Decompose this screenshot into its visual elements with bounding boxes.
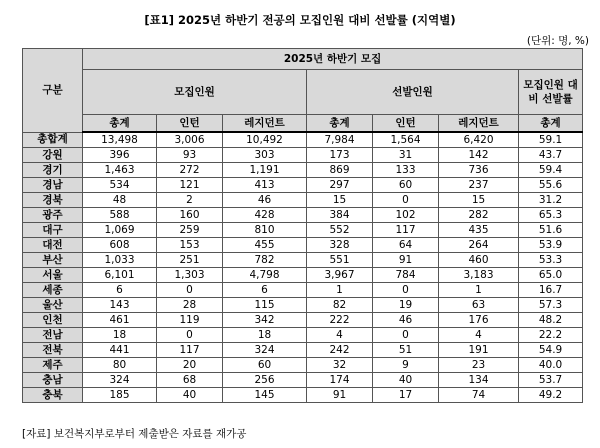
region-cell: 충북 xyxy=(23,388,83,403)
table-row xyxy=(23,313,583,328)
value-cell: 6,101 xyxy=(83,268,157,283)
value-cell: 242 xyxy=(307,343,373,358)
value-cell: 782 xyxy=(223,253,307,268)
subheader-cell: 총계 xyxy=(519,115,583,133)
value-cell: 176 xyxy=(439,313,519,328)
header-group: 2025년 하반기 모집 xyxy=(83,49,583,70)
value-cell: 145 xyxy=(223,388,307,403)
value-cell: 7,984 xyxy=(307,132,373,148)
value-cell: 15 xyxy=(307,193,373,208)
recruitment-table xyxy=(22,48,583,403)
value-cell: 15 xyxy=(439,193,519,208)
value-cell: 117 xyxy=(373,223,439,238)
value-cell: 57.3 xyxy=(519,298,583,313)
value-cell: 48 xyxy=(83,193,157,208)
value-cell: 49.2 xyxy=(519,388,583,403)
value-cell: 22.2 xyxy=(519,328,583,343)
value-cell: 119 xyxy=(157,313,223,328)
region-cell: 서울 xyxy=(23,268,83,283)
region-cell: 제주 xyxy=(23,358,83,373)
value-cell: 396 xyxy=(83,148,157,163)
region-cell: 강원 xyxy=(23,148,83,163)
value-cell: 552 xyxy=(307,223,373,238)
value-cell: 117 xyxy=(157,343,223,358)
region-cell: 전남 xyxy=(23,328,83,343)
table-row xyxy=(23,208,583,223)
value-cell: 0 xyxy=(157,283,223,298)
value-cell: 384 xyxy=(307,208,373,223)
value-cell: 324 xyxy=(223,343,307,358)
value-cell: 23 xyxy=(439,358,519,373)
source-note: [자료] 보건복지부로부터 제출받은 자료를 재가공 xyxy=(22,428,247,440)
region-cell: 인천 xyxy=(23,313,83,328)
table-body xyxy=(23,132,583,403)
value-cell: 51 xyxy=(373,343,439,358)
value-cell: 259 xyxy=(157,223,223,238)
header-category: 구분 xyxy=(23,49,83,133)
subheader-cell: 레지던트 xyxy=(439,115,519,133)
header-recruit: 모집인원 xyxy=(83,70,307,115)
value-cell: 272 xyxy=(157,163,223,178)
value-cell: 74 xyxy=(439,388,519,403)
value-cell: 102 xyxy=(373,208,439,223)
region-cell: 경북 xyxy=(23,193,83,208)
value-cell: 303 xyxy=(223,148,307,163)
value-cell: 93 xyxy=(157,148,223,163)
value-cell: 534 xyxy=(83,178,157,193)
value-cell: 63 xyxy=(439,298,519,313)
value-cell: 9 xyxy=(373,358,439,373)
value-cell: 4 xyxy=(307,328,373,343)
value-cell: 153 xyxy=(157,238,223,253)
table-row xyxy=(23,163,583,178)
value-cell: 53.9 xyxy=(519,238,583,253)
value-cell: 59.4 xyxy=(519,163,583,178)
value-cell: 3,006 xyxy=(157,132,223,148)
value-cell: 18 xyxy=(223,328,307,343)
region-cell: 충남 xyxy=(23,373,83,388)
value-cell: 1,303 xyxy=(157,268,223,283)
table-row xyxy=(23,358,583,373)
region-cell: 부산 xyxy=(23,253,83,268)
region-cell: 세종 xyxy=(23,283,83,298)
value-cell: 810 xyxy=(223,223,307,238)
value-cell: 413 xyxy=(223,178,307,193)
value-cell: 784 xyxy=(373,268,439,283)
value-cell: 461 xyxy=(83,313,157,328)
header-rate: 모집인원 대비 선발률 xyxy=(519,70,583,115)
header-selected: 선발인원 xyxy=(307,70,519,115)
value-cell: 115 xyxy=(223,298,307,313)
value-cell: 0 xyxy=(373,328,439,343)
region-cell: 광주 xyxy=(23,208,83,223)
value-cell: 46 xyxy=(223,193,307,208)
value-cell: 19 xyxy=(373,298,439,313)
value-cell: 222 xyxy=(307,313,373,328)
value-cell: 59.1 xyxy=(519,132,583,148)
table-row xyxy=(23,388,583,403)
table-row xyxy=(23,298,583,313)
table-row xyxy=(23,132,583,148)
region-cell: 울산 xyxy=(23,298,83,313)
table-row xyxy=(23,148,583,163)
table-row xyxy=(23,223,583,238)
value-cell: 1,564 xyxy=(373,132,439,148)
value-cell: 43.7 xyxy=(519,148,583,163)
value-cell: 16.7 xyxy=(519,283,583,298)
value-cell: 53.3 xyxy=(519,253,583,268)
value-cell: 55.6 xyxy=(519,178,583,193)
table-row xyxy=(23,178,583,193)
table-row xyxy=(23,343,583,358)
value-cell: 608 xyxy=(83,238,157,253)
region-cell: 경기 xyxy=(23,163,83,178)
value-cell: 4,798 xyxy=(223,268,307,283)
value-cell: 551 xyxy=(307,253,373,268)
value-cell: 46 xyxy=(373,313,439,328)
value-cell: 48.2 xyxy=(519,313,583,328)
table-row xyxy=(23,328,583,343)
value-cell: 40.0 xyxy=(519,358,583,373)
value-cell: 82 xyxy=(307,298,373,313)
value-cell: 6,420 xyxy=(439,132,519,148)
value-cell: 441 xyxy=(83,343,157,358)
value-cell: 297 xyxy=(307,178,373,193)
table-row xyxy=(23,253,583,268)
unit-note: (단위: 명, %) xyxy=(526,35,589,47)
region-cell: 총합계 xyxy=(23,132,83,148)
table-row xyxy=(23,268,583,283)
table-row xyxy=(23,193,583,208)
value-cell: 32 xyxy=(307,358,373,373)
value-cell: 40 xyxy=(373,373,439,388)
value-cell: 428 xyxy=(223,208,307,223)
value-cell: 869 xyxy=(307,163,373,178)
value-cell: 1 xyxy=(307,283,373,298)
value-cell: 142 xyxy=(439,148,519,163)
value-cell: 64 xyxy=(373,238,439,253)
value-cell: 3,967 xyxy=(307,268,373,283)
value-cell: 18 xyxy=(83,328,157,343)
table-row xyxy=(23,283,583,298)
value-cell: 0 xyxy=(157,328,223,343)
value-cell: 1,069 xyxy=(83,223,157,238)
value-cell: 17 xyxy=(373,388,439,403)
value-cell: 282 xyxy=(439,208,519,223)
value-cell: 264 xyxy=(439,238,519,253)
value-cell: 31 xyxy=(373,148,439,163)
region-cell: 전북 xyxy=(23,343,83,358)
value-cell: 342 xyxy=(223,313,307,328)
value-cell: 160 xyxy=(157,208,223,223)
value-cell: 174 xyxy=(307,373,373,388)
table-row xyxy=(23,373,583,388)
value-cell: 237 xyxy=(439,178,519,193)
value-cell: 191 xyxy=(439,343,519,358)
region-cell: 경남 xyxy=(23,178,83,193)
table-row xyxy=(23,238,583,253)
region-cell: 대전 xyxy=(23,238,83,253)
value-cell: 4 xyxy=(439,328,519,343)
subheader-cell: 총계 xyxy=(307,115,373,133)
value-cell: 328 xyxy=(307,238,373,253)
value-cell: 91 xyxy=(373,253,439,268)
value-cell: 28 xyxy=(157,298,223,313)
subheader-cell: 총계 xyxy=(83,115,157,133)
value-cell: 1 xyxy=(439,283,519,298)
value-cell: 134 xyxy=(439,373,519,388)
value-cell: 68 xyxy=(157,373,223,388)
value-cell: 10,492 xyxy=(223,132,307,148)
value-cell: 1,191 xyxy=(223,163,307,178)
value-cell: 60 xyxy=(223,358,307,373)
subheader-cell: 인턴 xyxy=(373,115,439,133)
value-cell: 6 xyxy=(83,283,157,298)
value-cell: 65.0 xyxy=(519,268,583,283)
value-cell: 460 xyxy=(439,253,519,268)
value-cell: 143 xyxy=(83,298,157,313)
subheader-cell: 레지던트 xyxy=(223,115,307,133)
value-cell: 121 xyxy=(157,178,223,193)
value-cell: 173 xyxy=(307,148,373,163)
value-cell: 324 xyxy=(83,373,157,388)
value-cell: 51.6 xyxy=(519,223,583,238)
value-cell: 31.2 xyxy=(519,193,583,208)
value-cell: 20 xyxy=(157,358,223,373)
value-cell: 54.9 xyxy=(519,343,583,358)
subheader-cell: 인턴 xyxy=(157,115,223,133)
region-cell: 대구 xyxy=(23,223,83,238)
value-cell: 65.3 xyxy=(519,208,583,223)
value-cell: 91 xyxy=(307,388,373,403)
value-cell: 435 xyxy=(439,223,519,238)
value-cell: 256 xyxy=(223,373,307,388)
value-cell: 1,033 xyxy=(83,253,157,268)
value-cell: 2 xyxy=(157,193,223,208)
value-cell: 251 xyxy=(157,253,223,268)
value-cell: 40 xyxy=(157,388,223,403)
table-title: [표1] 2025년 하반기 전공의 모집인원 대비 선발률 (지역별) xyxy=(144,13,456,27)
value-cell: 736 xyxy=(439,163,519,178)
value-cell: 133 xyxy=(373,163,439,178)
value-cell: 60 xyxy=(373,178,439,193)
value-cell: 1,463 xyxy=(83,163,157,178)
value-cell: 6 xyxy=(223,283,307,298)
value-cell: 13,498 xyxy=(83,132,157,148)
subheader-row xyxy=(23,115,583,133)
value-cell: 0 xyxy=(373,283,439,298)
value-cell: 455 xyxy=(223,238,307,253)
value-cell: 588 xyxy=(83,208,157,223)
value-cell: 53.7 xyxy=(519,373,583,388)
value-cell: 80 xyxy=(83,358,157,373)
value-cell: 3,183 xyxy=(439,268,519,283)
value-cell: 185 xyxy=(83,388,157,403)
value-cell: 0 xyxy=(373,193,439,208)
